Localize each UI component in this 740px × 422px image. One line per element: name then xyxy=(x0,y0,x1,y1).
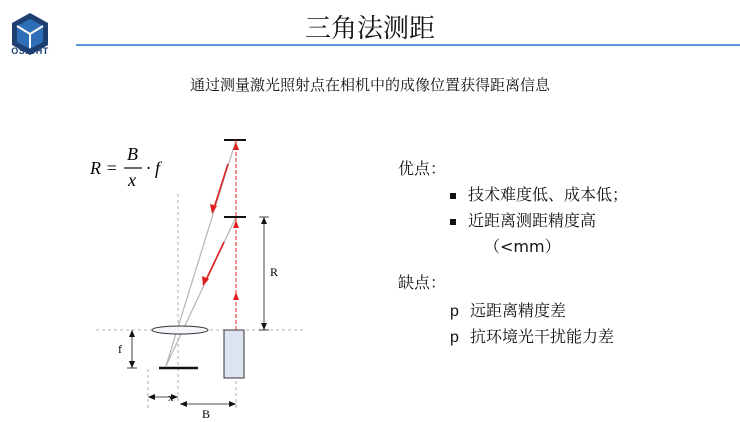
formula-lhs: R = xyxy=(90,158,118,178)
title-divider xyxy=(76,44,740,46)
label-f: f xyxy=(118,342,122,356)
advantages-heading: 优点： xyxy=(398,159,447,178)
disadvantage-marker: p xyxy=(450,329,459,346)
advantage-item-2 xyxy=(450,208,596,231)
advantage-text-2: 近距离测距精度高 xyxy=(468,211,597,230)
advantage-text-1: 技术难度低、成本低； xyxy=(468,185,629,204)
page-title: 三角法测距 xyxy=(304,14,435,44)
logo-text: OSIGHT xyxy=(11,46,49,56)
disadvantages-heading: 缺点： xyxy=(398,273,447,292)
formula-tail: · f xyxy=(146,158,161,178)
bullet-icon xyxy=(450,219,456,225)
disadvantage-text-1: 远距离精度差 xyxy=(470,301,567,320)
formula-denominator: x xyxy=(128,170,136,190)
advantage-item-1 xyxy=(450,182,628,205)
disadvantage-item-2 xyxy=(450,324,614,347)
formula-numerator: B xyxy=(127,144,138,164)
bullet-icon xyxy=(450,193,456,199)
disadvantage-item-1 xyxy=(450,298,566,321)
advantage-sub: （<mm） xyxy=(484,237,561,256)
label-x: x xyxy=(168,392,174,404)
page-subtitle: 通过测量激光照射点在相机中的成像位置获得距离信息 xyxy=(189,76,550,94)
label-B: B xyxy=(202,407,211,421)
triangulation-diagram xyxy=(96,124,346,422)
label-R: R xyxy=(270,265,279,279)
disadvantage-text-2: 抗环境光干扰能力差 xyxy=(470,327,615,346)
disadvantage-marker: p xyxy=(450,303,459,320)
